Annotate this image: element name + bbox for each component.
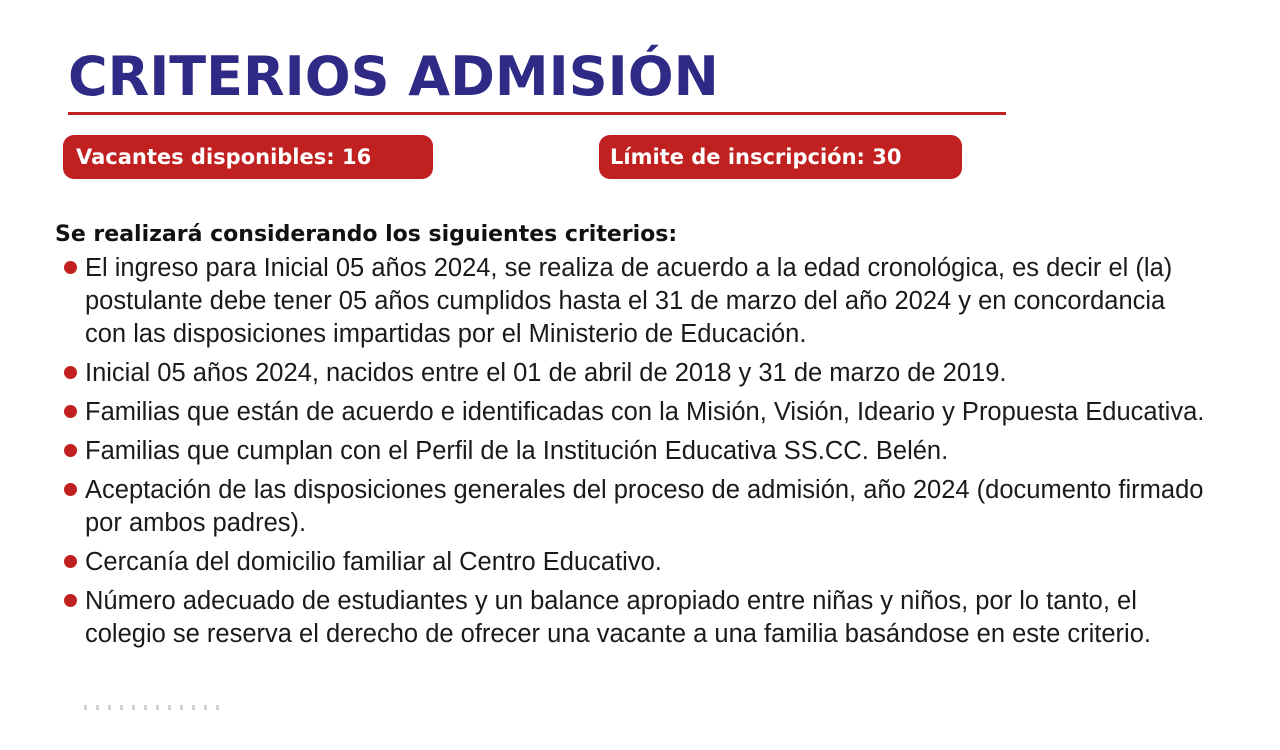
bullet-icon — [64, 261, 77, 274]
criteria-item-text: Número adecuado de estudiantes y un balance apropiado entre niñas y niños, por lo tanto, el colegio se reserva el derecho de ofrecer una vacante a una familia basándose en este criterio. — [85, 587, 1151, 648]
limite-inscripcion-badge: Límite de inscripción: 30 — [599, 135, 962, 179]
bullet-icon — [64, 405, 77, 418]
criteria-item-text: Inicial 05 años 2024, nacidos entre el 01 de abril de 2018 y 31 de marzo de 2019. — [85, 359, 1007, 387]
title-underline — [68, 112, 1006, 115]
cropped-text-fragment — [84, 705, 224, 710]
criteria-item-balance — [62, 585, 1212, 651]
bullet-icon — [64, 594, 77, 607]
criteria-item-text: El ingreso para Inicial 05 años 2024, se realiza de acuerdo a la edad cronológica, es decir el (la) postulante debe tener 05 años cumplidos hasta el 31 de marzo del año 2024 y en concordancia con las disposiciones impartidas por el Ministerio de Educación. — [85, 254, 1173, 348]
bullet-icon — [64, 366, 77, 379]
criteria-item-perfil — [62, 435, 1212, 468]
bullet-icon — [64, 444, 77, 457]
criteria-item-text: Aceptación de las disposiciones generales del proceso de admisión, año 2024 (documento firmado por ambos padres). — [85, 476, 1204, 537]
criteria-item-text: Familias que están de acuerdo e identificadas con la Misión, Visión, Ideario y Propuesta Educativa. — [85, 398, 1205, 426]
page-title: CRITERIOS ADMISIÓN — [68, 45, 719, 108]
criteria-item-edad — [62, 252, 1212, 351]
criteria-item-familias-identificadas — [62, 396, 1212, 429]
criteria-item-aceptacion — [62, 474, 1212, 540]
vacantes-badge: Vacantes disponibles: 16 — [63, 135, 433, 179]
criteria-intro: Se realizará considerando los siguientes criterios: — [55, 222, 678, 247]
criteria-item-text: Cercanía del domicilio familiar al Centro Educativo. — [85, 548, 662, 576]
bullet-icon — [64, 483, 77, 496]
criteria-item-nacimiento — [62, 357, 1212, 390]
criteria-list — [62, 252, 1212, 657]
bullet-icon — [64, 555, 77, 568]
criteria-item-cercania — [62, 546, 1212, 579]
criteria-item-text: Familias que cumplan con el Perfil de la Institución Educativa SS.CC. Belén. — [85, 437, 949, 465]
